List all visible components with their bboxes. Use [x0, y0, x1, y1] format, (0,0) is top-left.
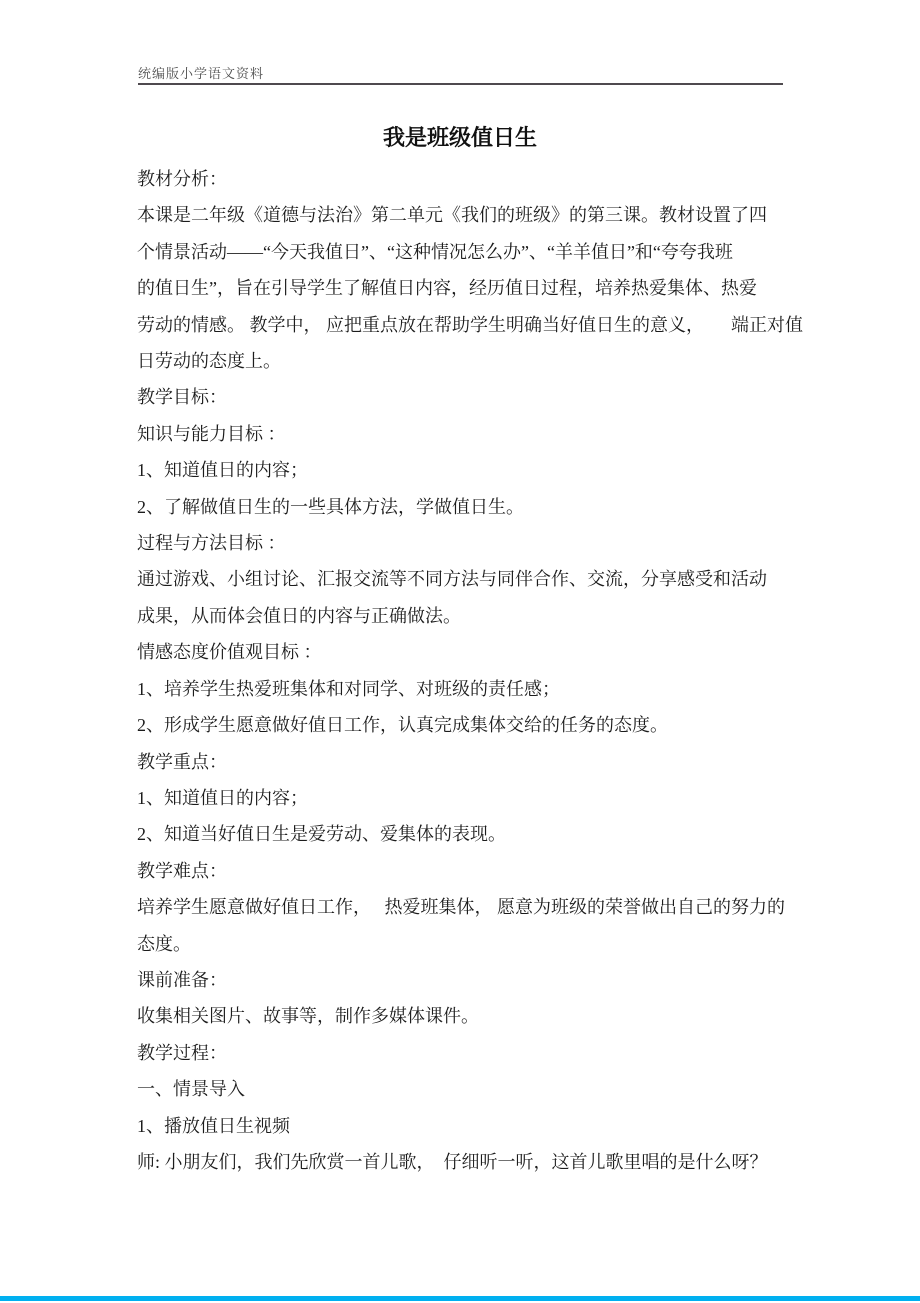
- header-rule: [138, 83, 783, 85]
- body-line: 课前准备：: [137, 969, 227, 990]
- body-line: 成果，从而体会值日的内容与正确做法。: [137, 605, 461, 626]
- header-brand-text: 统编版小学语文资料: [138, 66, 265, 81]
- body-line: 2、知道当好值日生是爱劳动、爱集体的表现。: [137, 824, 506, 845]
- body-line: 知识与能力目标 ：: [137, 423, 286, 444]
- body-line: 个情景活动——“今天我值日”、“这种情况怎么办”、“羊羊值日”和“夸夸我班: [137, 241, 733, 262]
- body-line: 教材分析：: [137, 169, 227, 189]
- body-line: 情感态度价值观目标 ：: [137, 642, 322, 663]
- body-line: 过程与方法目标 ：: [137, 533, 286, 554]
- footer-accent-bar: [0, 1296, 920, 1301]
- body-line: 本课是二年级《道德与法治》第二单元《我们的班级》的第三课。教材设置了四: [137, 205, 767, 226]
- body-line: 一、情景导入: [137, 1079, 245, 1100]
- body-line: 收集相关图片、故事等，制作多媒体课件。: [137, 1006, 479, 1027]
- body-line: 1、知道值日的内容；: [137, 787, 308, 808]
- body-line: 1、培养学生热爱班集体和对同学、对班级的责任感；: [137, 678, 560, 699]
- body-line: 日劳动的态度上。: [137, 351, 281, 372]
- body-line: 教学重点：: [137, 751, 227, 772]
- body-line: 2、了解做值日生的一些具体方法，学做值日生。: [137, 496, 524, 517]
- body-line: 劳动的情感。 教学中， 应把重点放在帮助学生明确当好值日生的意义， 端正对值: [137, 314, 803, 335]
- body-line: 1、播放值日生视频: [137, 1115, 290, 1136]
- body-line: 1、知道值日的内容；: [137, 460, 308, 481]
- body-line: 教学难点：: [137, 860, 227, 881]
- body-line: 培养学生愿意做好值日工作， 热爱班集体， 愿意为班级的荣誉做出自己的努力的: [137, 897, 785, 918]
- body-line: 通过游戏、小组讨论、汇报交流等不同方法与同伴合作、交流，分享感受和活动: [137, 569, 767, 590]
- body-line: 态度。: [137, 933, 191, 954]
- body-line: 教学过程：: [137, 1042, 227, 1063]
- body-line: 的值日生”，旨在引导学生了解值日内容，经历值日过程，培养热爱集体、热爱: [137, 278, 757, 299]
- body-line: 2、形成学生愿意做好值日工作，认真完成集体交给的任务的态度。: [137, 715, 668, 736]
- document-body: [137, 161, 807, 1180]
- body-line: 师: 小朋友们，我们先欣赏一首儿歌， 仔细听一听，这首儿歌里唱的是什么呀？: [137, 1151, 768, 1172]
- page-title: 我是班级值日生: [382, 125, 537, 150]
- body-line: 教学目标：: [137, 387, 227, 408]
